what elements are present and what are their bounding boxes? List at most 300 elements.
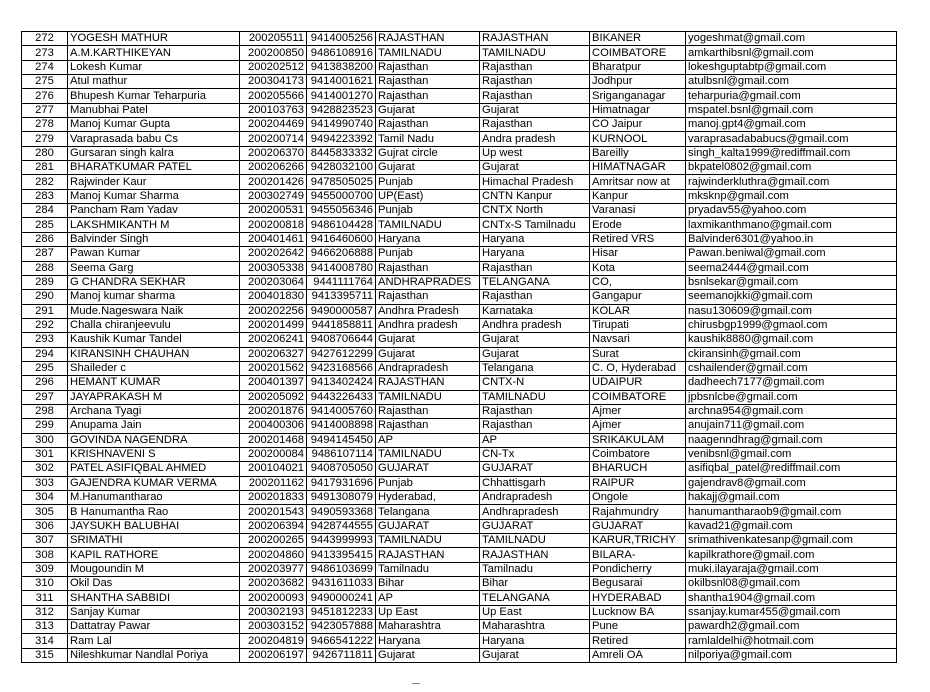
mobile-number-cell: 9466541222 [307, 634, 376, 648]
working-circle-cell: RAJASTHAN [480, 32, 590, 46]
email-cell: gajendrav8@gmail.com [686, 476, 897, 490]
table-row [22, 404, 897, 418]
mobile-number-cell: 9428823523 [307, 103, 376, 117]
table-row [22, 634, 897, 648]
serial-number-cell: 311 [22, 591, 68, 605]
mobile-number-cell: 9413395711 [307, 290, 376, 304]
working-circle-cell: Andrapradesh [480, 491, 590, 505]
table-row [22, 376, 897, 390]
working-circle-cell: Gujarat [480, 161, 590, 175]
member-name-cell: Challa chiranjeevulu [68, 318, 240, 332]
serial-number-cell: 288 [22, 261, 68, 275]
mobile-number-cell: 9423168566 [307, 361, 376, 375]
working-circle-cell: Rajasthan [480, 419, 590, 433]
station-cell: HYDERABAD [590, 591, 686, 605]
member-name-cell: YOGESH MATHUR [68, 32, 240, 46]
serial-number-cell: 290 [22, 290, 68, 304]
member-name-cell: Nileshkumar Nandlal Poriya [68, 648, 240, 662]
home-circle-cell: RAJASTHAN [376, 32, 480, 46]
home-circle-cell: TAMILNADU [376, 46, 480, 60]
serial-number-cell: 300 [22, 433, 68, 447]
serial-number-cell: 275 [22, 75, 68, 89]
mobile-number-cell: 9494145450 [307, 433, 376, 447]
email-cell: hanumantharaob9@gmail.com [686, 505, 897, 519]
staff-id-cell: 200201876 [240, 404, 307, 418]
member-name-cell: Sanjay Kumar [68, 605, 240, 619]
email-cell: ssanjay.kumar455@gmail.com [686, 605, 897, 619]
working-circle-cell: TELANGANA [480, 591, 590, 605]
serial-number-cell: 310 [22, 577, 68, 591]
table-row [22, 605, 897, 619]
working-circle-cell: GUJARAT [480, 519, 590, 533]
working-circle-cell: Tamilnadu [480, 562, 590, 576]
email-cell: muki.ilayaraja@gmail.com [686, 562, 897, 576]
home-circle-cell: TAMILNADU [376, 534, 480, 548]
table-row [22, 218, 897, 232]
table-row [22, 247, 897, 261]
mobile-number-cell: 9491308079 [307, 491, 376, 505]
staff-id-cell: 200205511 [240, 32, 307, 46]
email-cell: Balvinder6301@yahoo.in [686, 232, 897, 246]
serial-number-cell: 303 [22, 476, 68, 490]
working-circle-cell: GUJARAT [480, 462, 590, 476]
email-cell: bkpatel0802@gmail.com [686, 161, 897, 175]
table-row [22, 462, 897, 476]
station-cell: Pondicherry [590, 562, 686, 576]
staff-id-cell: 200200850 [240, 46, 307, 60]
member-name-cell: Mude.Nageswara Naik [68, 304, 240, 318]
table-row [22, 275, 897, 289]
staff-id-cell: 200203064 [240, 275, 307, 289]
station-cell: Tirupati [590, 318, 686, 332]
working-circle-cell: Telangana [480, 361, 590, 375]
mobile-number-cell: 9490000587 [307, 304, 376, 318]
serial-number-cell: 309 [22, 562, 68, 576]
member-name-cell: Atul mathur [68, 75, 240, 89]
serial-number-cell: 274 [22, 60, 68, 74]
table-row [22, 118, 897, 132]
email-cell: lokeshguptabtp@gmail.com [686, 60, 897, 74]
serial-number-cell: 299 [22, 419, 68, 433]
staff-id-cell: 200201499 [240, 318, 307, 332]
staff-id-cell: 200206394 [240, 519, 307, 533]
working-circle-cell: RAJASTHAN [480, 548, 590, 562]
table-row [22, 161, 897, 175]
email-cell: atulbsnl@gmail.com [686, 75, 897, 89]
home-circle-cell: RAJASTHAN [376, 376, 480, 390]
working-circle-cell: CNTN Kanpur [480, 189, 590, 203]
home-circle-cell: Rajasthan [376, 118, 480, 132]
table-row [22, 132, 897, 146]
member-name-cell: A.M.KARTHIKEYAN [68, 46, 240, 60]
home-circle-cell: TAMILNADU [376, 447, 480, 461]
email-cell: nasu130609@gmail.com [686, 304, 897, 318]
home-circle-cell: Haryana [376, 232, 480, 246]
working-circle-cell: Up west [480, 146, 590, 160]
home-circle-cell: Rajasthan [376, 89, 480, 103]
member-name-cell: Mougoundin M [68, 562, 240, 576]
staff-id-cell: 200204469 [240, 118, 307, 132]
working-circle-cell: Rajasthan [480, 89, 590, 103]
staff-id-cell: 200302749 [240, 189, 307, 203]
email-cell: venibsnl@gmail.com [686, 447, 897, 461]
working-circle-cell: TAMILNADU [480, 534, 590, 548]
station-cell: C. O, Hyderabad [590, 361, 686, 375]
mobile-number-cell: 9486107114 [307, 447, 376, 461]
station-cell: Lucknow BA [590, 605, 686, 619]
serial-number-cell: 294 [22, 347, 68, 361]
staff-id-cell: 200206197 [240, 648, 307, 662]
member-name-cell: M.Hanumantharao [68, 491, 240, 505]
working-circle-cell: Gujarat [480, 347, 590, 361]
staff-id-cell: 200201543 [240, 505, 307, 519]
serial-number-cell: 289 [22, 275, 68, 289]
table-row [22, 46, 897, 60]
working-circle-cell: Haryana [480, 634, 590, 648]
station-cell: Retired [590, 634, 686, 648]
serial-number-cell: 272 [22, 32, 68, 46]
home-circle-cell: Rajasthan [376, 75, 480, 89]
member-name-cell: Okil Das [68, 577, 240, 591]
home-circle-cell: Bihar [376, 577, 480, 591]
working-circle-cell: Gujarat [480, 103, 590, 117]
member-name-cell: GOVINDA NAGENDRA [68, 433, 240, 447]
table-row [22, 577, 897, 591]
table-row [22, 347, 897, 361]
table-row [22, 75, 897, 89]
table-row [22, 60, 897, 74]
email-cell: srimathivenkatesanp@gmail.com [686, 534, 897, 548]
table-row [22, 232, 897, 246]
mobile-number-cell: 9455000700 [307, 189, 376, 203]
member-name-cell: KAPIL RATHORE [68, 548, 240, 562]
staff-id-cell: 200205092 [240, 390, 307, 404]
email-cell: nilporiya@gmail.com [686, 648, 897, 662]
mobile-number-cell: 9451812233 [307, 605, 376, 619]
working-circle-cell: Chhattisgarh [480, 476, 590, 490]
staff-id-cell: 200200818 [240, 218, 307, 232]
mobile-number-cell: 9408705050 [307, 462, 376, 476]
serial-number-cell: 286 [22, 232, 68, 246]
staff-id-cell: 200201426 [240, 175, 307, 189]
mobile-number-cell: 9428032100 [307, 161, 376, 175]
station-cell: Varanasi [590, 204, 686, 218]
serial-number-cell: 291 [22, 304, 68, 318]
email-cell: pryadav55@yahoo.com [686, 204, 897, 218]
station-cell: Begusarai [590, 577, 686, 591]
table-row [22, 390, 897, 404]
home-circle-cell: Tamilnadu [376, 562, 480, 576]
member-name-cell: GAJENDRA KUMAR VERMA [68, 476, 240, 490]
email-cell: cshailender@gmail.com [686, 361, 897, 375]
working-circle-cell: Rajasthan [480, 118, 590, 132]
page-mark [412, 683, 420, 684]
serial-number-cell: 312 [22, 605, 68, 619]
mobile-number-cell: 9413395415 [307, 548, 376, 562]
member-name-cell: Lokesh Kumar [68, 60, 240, 74]
staff-id-cell: 200401830 [240, 290, 307, 304]
staff-id-cell: 200401397 [240, 376, 307, 390]
member-name-cell: Gursaran singh kalra [68, 146, 240, 160]
station-cell: CO Jaipur [590, 118, 686, 132]
email-cell: Pawan.beniwal@gmail.com [686, 247, 897, 261]
serial-number-cell: 296 [22, 376, 68, 390]
station-cell: SRIKAKULAM [590, 433, 686, 447]
table-row [22, 290, 897, 304]
serial-number-cell: 285 [22, 218, 68, 232]
working-circle-cell: Rajasthan [480, 261, 590, 275]
staff-id-cell: 200206327 [240, 347, 307, 361]
station-cell: UDAIPUR [590, 376, 686, 390]
member-name-cell: Manubhai Patel [68, 103, 240, 117]
station-cell: COIMBATORE [590, 46, 686, 60]
staff-id-cell: 200302193 [240, 605, 307, 619]
table-row [22, 491, 897, 505]
home-circle-cell: TAMILNADU [376, 218, 480, 232]
table-row [22, 189, 897, 203]
table-row [22, 505, 897, 519]
home-circle-cell: Up East [376, 605, 480, 619]
email-cell: teharpuria@gmail.com [686, 89, 897, 103]
member-name-cell: JAYAPRAKASH M [68, 390, 240, 404]
staff-id-cell: 200202642 [240, 247, 307, 261]
table-row [22, 103, 897, 117]
home-circle-cell: Hyderabad, [376, 491, 480, 505]
mobile-number-cell: 9466206888 [307, 247, 376, 261]
serial-number-cell: 281 [22, 161, 68, 175]
email-cell: jpbsnlcbe@gmail.com [686, 390, 897, 404]
table-body [22, 32, 897, 663]
serial-number-cell: 287 [22, 247, 68, 261]
staff-id-cell: 200203977 [240, 562, 307, 576]
table-row [22, 433, 897, 447]
member-name-cell: Pancham Ram Yadav [68, 204, 240, 218]
home-circle-cell: Punjab [376, 175, 480, 189]
serial-number-cell: 283 [22, 189, 68, 203]
staff-id-cell: 200202512 [240, 60, 307, 74]
staff-id-cell: 200200084 [240, 447, 307, 461]
station-cell: Retired VRS [590, 232, 686, 246]
member-name-cell: Anupama Jain [68, 419, 240, 433]
mobile-number-cell: 9414001621 [307, 75, 376, 89]
working-circle-cell: Haryana [480, 232, 590, 246]
staff-id-cell: 200200093 [240, 591, 307, 605]
working-circle-cell: Rajasthan [480, 60, 590, 74]
staff-id-cell: 200200265 [240, 534, 307, 548]
station-cell: Rajahmundry [590, 505, 686, 519]
working-circle-cell: Andhra pradesh [480, 318, 590, 332]
working-circle-cell: Up East [480, 605, 590, 619]
working-circle-cell: AP [480, 433, 590, 447]
working-circle-cell: Gujarat [480, 333, 590, 347]
mobile-number-cell: 9486104428 [307, 218, 376, 232]
serial-number-cell: 301 [22, 447, 68, 461]
serial-number-cell: 305 [22, 505, 68, 519]
home-circle-cell: Rajasthan [376, 404, 480, 418]
serial-number-cell: 280 [22, 146, 68, 160]
member-name-cell: JAYSUKH BALUBHAI [68, 519, 240, 533]
home-circle-cell: Gujarat [376, 161, 480, 175]
member-name-cell: Pawan Kumar [68, 247, 240, 261]
email-cell: kavad21@gmail.com [686, 519, 897, 533]
table-row [22, 534, 897, 548]
home-circle-cell: Gujarat [376, 103, 480, 117]
email-cell: shantha1904@gmail.com [686, 591, 897, 605]
email-cell: mksknp@gmail.com [686, 189, 897, 203]
staff-id-cell: 200400306 [240, 419, 307, 433]
home-circle-cell: ANDHRAPRADES [376, 275, 480, 289]
working-circle-cell: Andhrapradesh [480, 505, 590, 519]
serial-number-cell: 308 [22, 548, 68, 562]
home-circle-cell: GUJARAT [376, 519, 480, 533]
station-cell: BILARA- [590, 548, 686, 562]
working-circle-cell: Bihar [480, 577, 590, 591]
member-name-cell: Kaushik Kumar Tandel [68, 333, 240, 347]
email-cell: pawardh2@gmail.com [686, 620, 897, 634]
serial-number-cell: 313 [22, 620, 68, 634]
station-cell: Pune [590, 620, 686, 634]
staff-id-cell: 200201162 [240, 476, 307, 490]
mobile-number-cell: 9443226433 [307, 390, 376, 404]
working-circle-cell: Haryana [480, 247, 590, 261]
member-name-cell: HEMANT KUMAR [68, 376, 240, 390]
station-cell: RAIPUR [590, 476, 686, 490]
station-cell: KURNOOL [590, 132, 686, 146]
table-row [22, 89, 897, 103]
working-circle-cell: Rajasthan [480, 404, 590, 418]
table-row [22, 333, 897, 347]
email-cell: yogeshmat@gmail.com [686, 32, 897, 46]
station-cell: Kanpur [590, 189, 686, 203]
email-cell: naagenndhrag@gmail.com [686, 433, 897, 447]
email-cell: seemanojkki@gmail.com [686, 290, 897, 304]
serial-number-cell: 306 [22, 519, 68, 533]
mobile-number-cell: 8445833332 [307, 146, 376, 160]
member-name-cell: SRIMATHI [68, 534, 240, 548]
mobile-number-cell: 9441858811 [307, 318, 376, 332]
serial-number-cell: 315 [22, 648, 68, 662]
email-cell: bsnlsekar@gmail.com [686, 275, 897, 289]
email-cell: kaushik8880@gmail.com [686, 333, 897, 347]
home-circle-cell: Punjab [376, 476, 480, 490]
serial-number-cell: 304 [22, 491, 68, 505]
member-name-cell: Seema Garg [68, 261, 240, 275]
table-row [22, 519, 897, 533]
serial-number-cell: 278 [22, 118, 68, 132]
station-cell: Bareilly [590, 146, 686, 160]
station-cell: Hisar [590, 247, 686, 261]
table-row [22, 146, 897, 160]
mobile-number-cell: 9414005760 [307, 404, 376, 418]
station-cell: Navsari [590, 333, 686, 347]
home-circle-cell: GUJARAT [376, 462, 480, 476]
staff-id-cell: 200305338 [240, 261, 307, 275]
email-cell: rajwinderkluthra@gmail.com [686, 175, 897, 189]
mobile-number-cell: 9417931696 [307, 476, 376, 490]
working-circle-cell: CNTX North [480, 204, 590, 218]
mobile-number-cell: 9431611033 [307, 577, 376, 591]
working-circle-cell: CNTx-S Tamilnadu [480, 218, 590, 232]
mobile-number-cell: 9443999993 [307, 534, 376, 548]
table-row [22, 591, 897, 605]
serial-number-cell: 276 [22, 89, 68, 103]
email-cell: varaprasadababucs@gmail.com [686, 132, 897, 146]
station-cell: Sriganganagar [590, 89, 686, 103]
email-cell: ramlaldelhi@hotmail.com [686, 634, 897, 648]
serial-number-cell: 282 [22, 175, 68, 189]
working-circle-cell: Gujarat [480, 648, 590, 662]
staff-id-cell: 200200714 [240, 132, 307, 146]
working-circle-cell: Rajasthan [480, 75, 590, 89]
table-row [22, 548, 897, 562]
mobile-number-cell: 9427612299 [307, 347, 376, 361]
staff-id-cell: 200202256 [240, 304, 307, 318]
staff-id-cell: 200201468 [240, 433, 307, 447]
serial-number-cell: 279 [22, 132, 68, 146]
member-name-cell: SHANTHA SABBIDI [68, 591, 240, 605]
email-cell: hakajj@gmail.com [686, 491, 897, 505]
home-circle-cell: RAJASTHAN [376, 548, 480, 562]
working-circle-cell: CN-Tx [480, 447, 590, 461]
table-row [22, 318, 897, 332]
working-circle-cell: Karnataka [480, 304, 590, 318]
station-cell: CO, [590, 275, 686, 289]
home-circle-cell: Punjab [376, 204, 480, 218]
staff-id-cell: 200206266 [240, 161, 307, 175]
mobile-number-cell: 9426711811 [307, 648, 376, 662]
email-cell: kapilkrathore@gmail.com [686, 548, 897, 562]
email-cell: seema2444@gmail.com [686, 261, 897, 275]
member-name-cell: B Hanumantha Rao [68, 505, 240, 519]
station-cell: KARUR,TRICHY [590, 534, 686, 548]
member-name-cell: Shaileder c [68, 361, 240, 375]
table-row [22, 175, 897, 189]
serial-number-cell: 295 [22, 361, 68, 375]
mobile-number-cell: 9455056346 [307, 204, 376, 218]
mobile-number-cell: 9441111764 [307, 275, 376, 289]
table-row [22, 261, 897, 275]
staff-id-cell: 200200531 [240, 204, 307, 218]
station-cell: Surat [590, 347, 686, 361]
home-circle-cell: Rajasthan [376, 60, 480, 74]
email-cell: mspatel.bsnl@gmail.com [686, 103, 897, 117]
serial-number-cell: 314 [22, 634, 68, 648]
home-circle-cell: Gujarat [376, 347, 480, 361]
table-row [22, 648, 897, 662]
email-cell: amkarthibsnl@gmail.com [686, 46, 897, 60]
member-name-cell: Rajwinder Kaur [68, 175, 240, 189]
email-cell: dadheech7177@gmail.com [686, 376, 897, 390]
home-circle-cell: Gujrat circle [376, 146, 480, 160]
working-circle-cell: TAMILNADU [480, 46, 590, 60]
staff-id-cell: 200206370 [240, 146, 307, 160]
email-cell: chirusbgp1999@gmaol.com [686, 318, 897, 332]
home-circle-cell: Andrapradesh [376, 361, 480, 375]
home-circle-cell: Punjab [376, 247, 480, 261]
home-circle-cell: Tamil Nadu [376, 132, 480, 146]
home-circle-cell: Rajasthan [376, 290, 480, 304]
staff-id-cell: 200304173 [240, 75, 307, 89]
staff-id-cell: 200303152 [240, 620, 307, 634]
table-row [22, 419, 897, 433]
member-table [21, 31, 897, 663]
serial-number-cell: 293 [22, 333, 68, 347]
mobile-number-cell: 9486103699 [307, 562, 376, 576]
staff-id-cell: 200204819 [240, 634, 307, 648]
working-circle-cell: Himachal Pradesh [480, 175, 590, 189]
home-circle-cell: TAMILNADU [376, 390, 480, 404]
mobile-number-cell: 9494223392 [307, 132, 376, 146]
